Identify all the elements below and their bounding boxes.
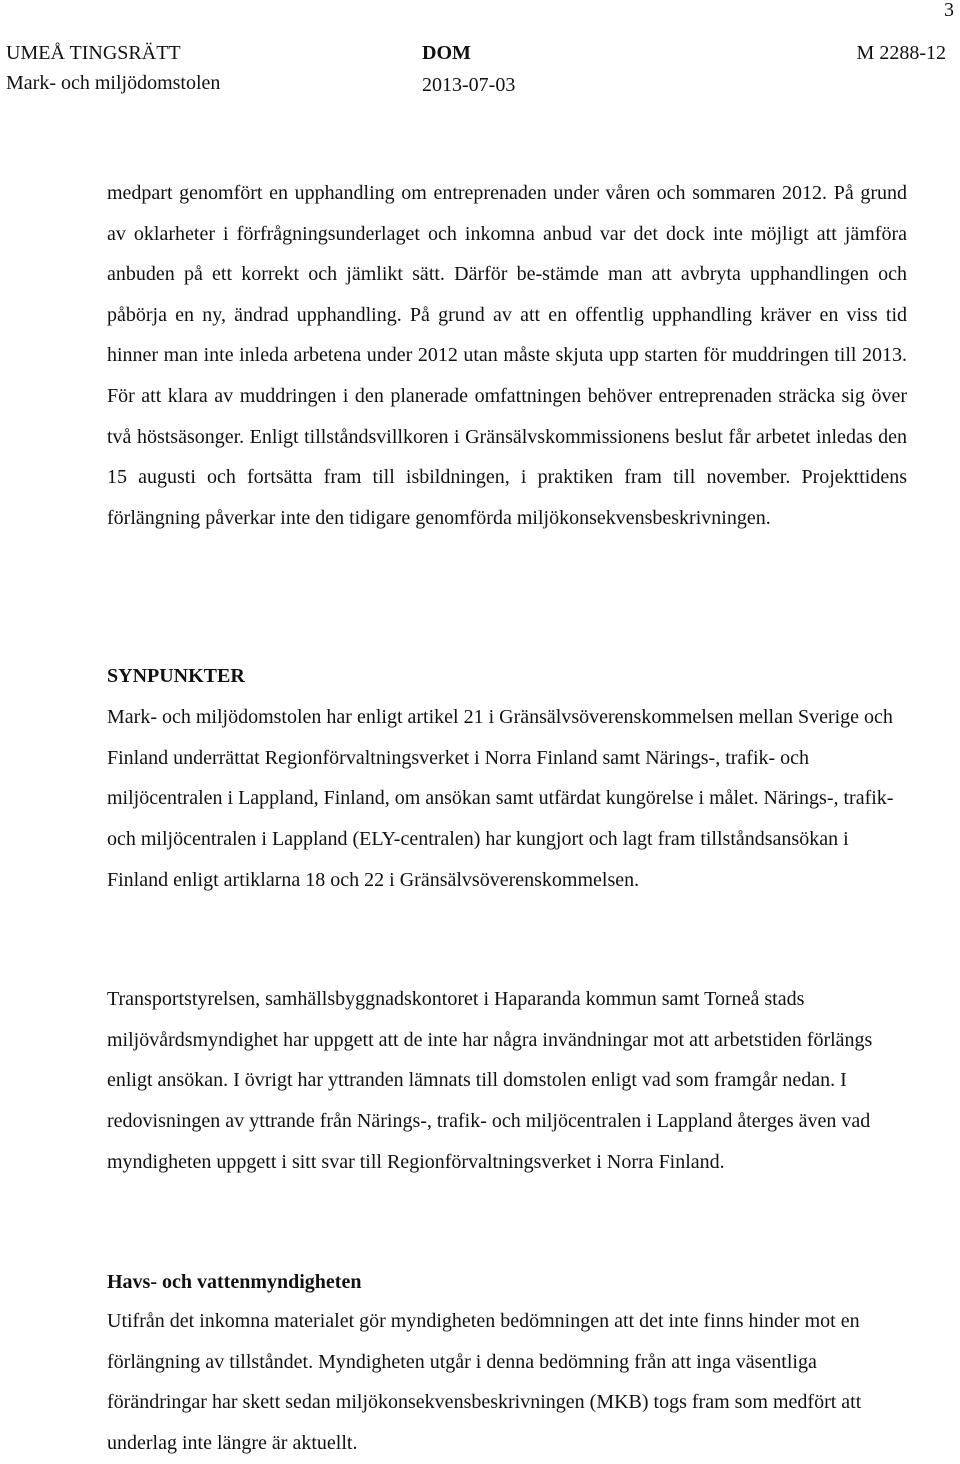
court-name: UMEÅ TINGSRÄTT xyxy=(6,42,181,64)
paragraph: Utifrån det inkomna materialet gör myndigheten bedömningen att det inte finns hinder mot en förlängning av tillståndet. Myndigheten utgår i denna bedömning från att inga väsentliga förändringar har skett sedan miljökonsekvensbeskrivningen (MKB) togs fram som medfört att underlag inte längre är aktuellt. xyxy=(107,1310,862,1455)
document-date: 2013-07-03 xyxy=(422,74,516,96)
page-number: 3 xyxy=(944,0,954,21)
subheading: Havs- och vattenmyndigheten xyxy=(107,1271,362,1293)
paragraph: Mark- och miljödomstolen har enligt artikel 21 i Gränsälvsöverenskommelsen mellan Sverige och Finland underrättat Regionförvaltningsverket i Norra Finland samt Närings-, trafik- och miljöcentralen i Lappland, Finland, om ansökan samt utfärdat kungörelse i målet. Närings-, trafik- och miljöcentralen i Lappland (ELY-centralen) har kungjort och lagt fram tillståndsansökan i Finland enligt artiklarna 18 och 22 i Gränsälvsöverenskommelsen. xyxy=(107,706,894,891)
paragraph: Transportstyrelsen, samhällsbyggnadskontoret i Haparanda kommun samt Torneå stads miljövårdsmyndighet har uppgett att de inte har några invändningar mot att arbetstiden förlängs enligt ansökan. I övrigt har yttranden lämnats till domstolen enligt vad som framgår nedan. I redovisningen av yttrande från Närings-, trafik- och miljöcentralen i Lappland återges även vad myndigheten uppgett i sitt svar till Regionförvaltningsverket i Norra Finland. xyxy=(107,988,873,1173)
section-heading: SYNPUNKTER xyxy=(107,665,245,687)
court-division: Mark- och miljödomstolen xyxy=(6,72,221,94)
paragraph: medpart genomfört en upphandling om entreprenaden under våren och sommaren 2012. På grund av oklarheter i förfrågningsunderlaget och inkomna anbud var det dock inte möjligt att jämföra anbuden på ett korrekt och jämlikt sätt. Därför be-stämde man att avbryta upphandlingen och påbörja en ny, ändrad upphandling. På grund av att en offentlig upphandling kräver en viss tid hinner man inte inleda arbetena under 2012 utan måste skjuta upp starten för muddringen till 2013. För att klara av muddringen i den planerade omfattningen behöver entreprenaden sträcka sig över två höstsäsonger. Enligt tillståndsvillkoren i Gränsälvskommissionens beslut får arbetet inledas den 15 augusti och fortsätta fram till isbildningen, i praktiken fram till november. Projekttidens förlängning påverkar inte den tidigare genomförda miljökonsekvensbeskrivningen. xyxy=(107,182,907,529)
document-type: DOM xyxy=(422,42,471,64)
case-number: M 2288-12 xyxy=(856,42,946,64)
